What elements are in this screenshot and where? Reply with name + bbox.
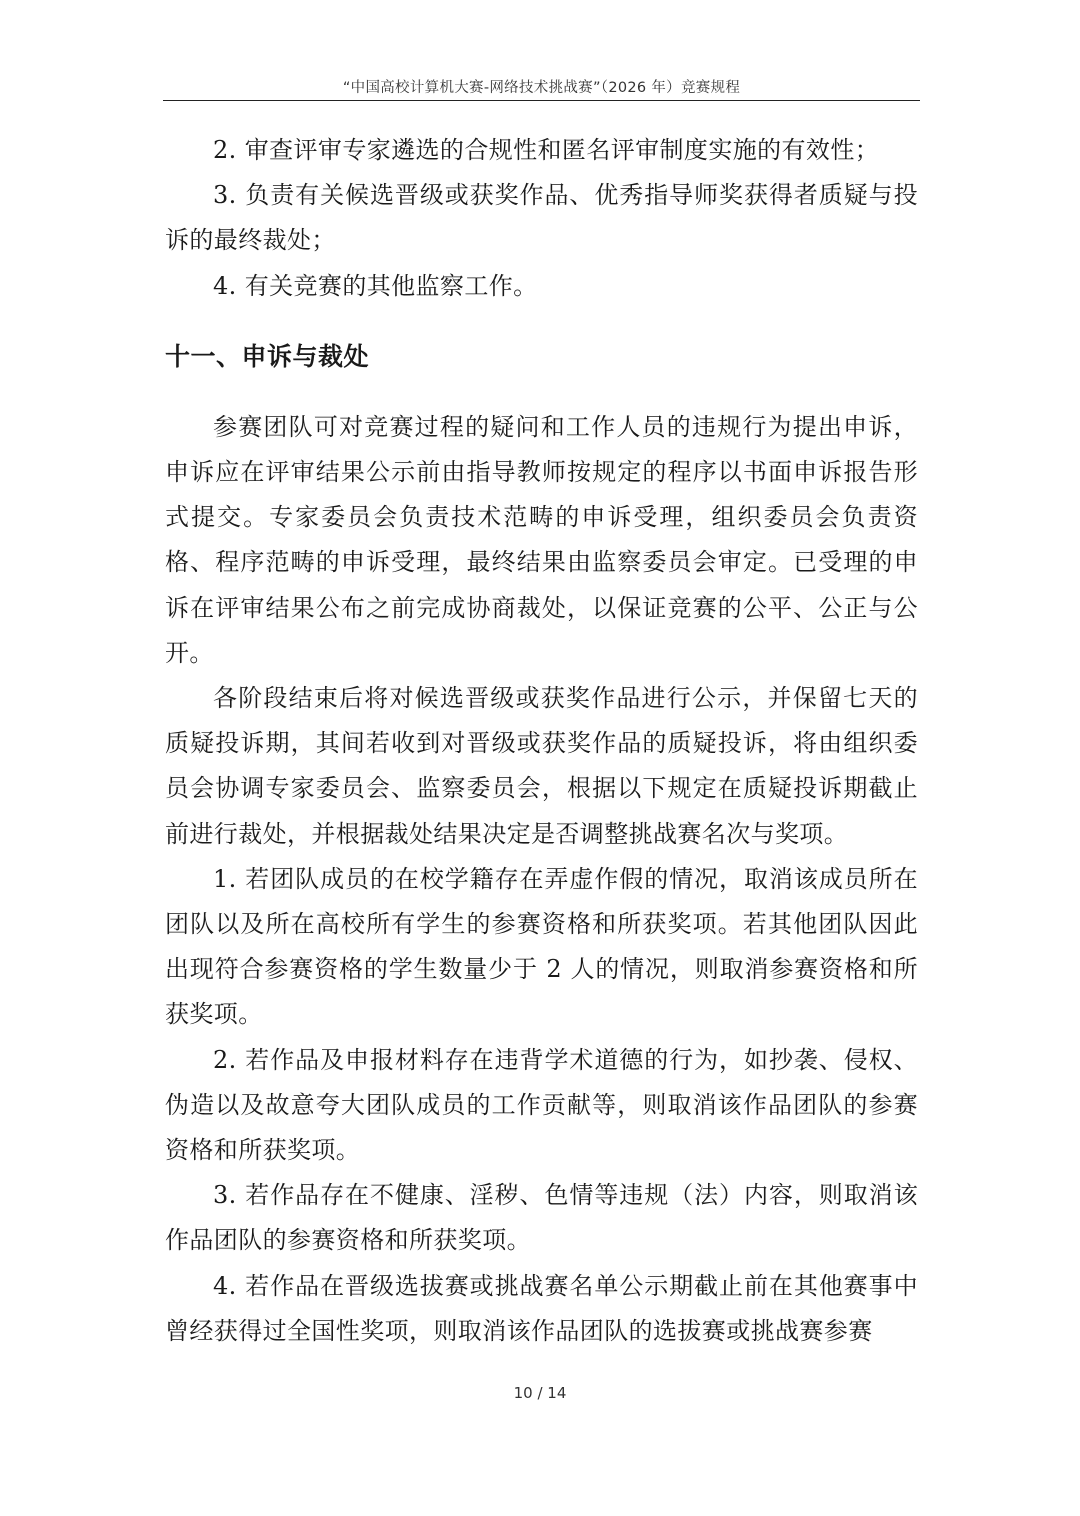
list-item: 3. 若作品存在不健康、淫秽、色情等违规（法）内容，则取消该作品团队的参赛资格和所获奖项。: [165, 1181, 918, 1255]
page-header: “中国高校计算机大赛-网络技术挑战赛”（2026 年）竞赛规程: [342, 80, 741, 96]
paragraph: 各阶段结束后将对候选晋级或获奖作品进行公示，并保留七天的质疑投诉期，其间若收到对晋级或获奖作品的质疑投诉，将由组织委员会协调专家委员会、监察委员会，根据以下规定在质疑投诉期截止前进行裁处，并根据裁处结果决定是否调整挑战赛名次与奖项。: [165, 684, 918, 848]
list-item: 2. 若作品及申报材料存在违背学术道德的行为，如抄袭、侵权、伪造以及故意夸大团队成员的工作贡献等，则取消该作品团队的参赛资格和所获奖项。: [165, 1045, 918, 1165]
list-item: 2. 审查评审专家遴选的合规性和匿名评审制度实施的有效性；: [213, 136, 880, 164]
list-item: 4. 若作品在晋级选拔赛或挑战赛名单公示期截止前在其他赛事中曾经获得过全国性奖项，则取消该作品团队的选拔赛或挑战赛参赛: [165, 1271, 918, 1345]
header-divider: [163, 100, 920, 101]
page-number: 10 / 14: [513, 1384, 567, 1402]
document-body: [165, 128, 918, 1354]
list-item: 1. 若团队成员的在校学籍存在弄虚作假的情况，取消该成员所在团队以及所在高校所有学生的参赛资格和所获奖项。若其他团队因此出现符合参赛资格的学生数量少于 2 人的情况，则取消参赛资格和所获奖项。: [165, 864, 918, 1029]
paragraph: 参赛团队可对竞赛过程的疑问和工作人员的违规行为提出申诉，申诉应在评审结果公示前由指导教师按规定的程序以书面申诉报告形式提交。专家委员会负责技术范畴的申诉受理，组织委员会负责资格、程序范畴的申诉受理，最终结果由监察委员会审定。已受理的申诉在评审结果公布之前完成协商裁处，以保证竞赛的公平、公正与公开。: [165, 412, 918, 667]
list-item: 3. 负责有关候选晋级或获奖作品、优秀指导师奖获得者质疑与投诉的最终裁处；: [165, 181, 918, 255]
section-heading: 十一、申诉与裁处: [165, 341, 370, 371]
list-item: 4. 有关竞赛的其他监察工作。: [213, 271, 538, 300]
